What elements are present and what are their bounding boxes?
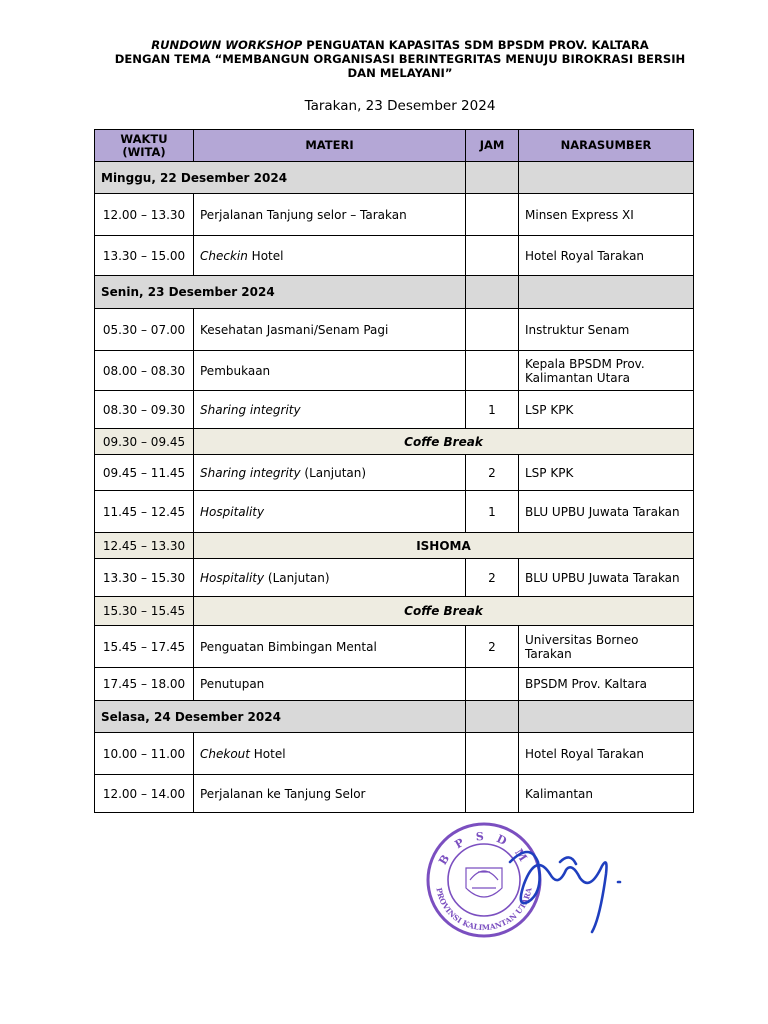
title-line-1: [80, 38, 720, 52]
title-rest: PENGUATAN KAPASITAS SDM BPSDM PROV. KALTARA: [302, 38, 649, 52]
narasumber-text: BLU UPBU Juwata Tarakan: [525, 570, 680, 585]
theme-line-1: DENGAN TEMA “MEMBANGUN ORGANISASI BERINTEGRITAS MENUJU BIROKRASI BERSIH: [114, 52, 686, 66]
table-row: [95, 455, 694, 491]
materi-italic: Hospitality: [200, 570, 265, 585]
waktu-cell: 09.45 – 11.45: [95, 455, 194, 491]
jam-cell: [466, 309, 519, 351]
official-stamp-and-signature: [420, 822, 660, 942]
table-row: [95, 775, 694, 813]
day-row: [95, 162, 694, 194]
waktu-cell: 13.30 – 15.30: [95, 559, 194, 597]
break-row: [95, 429, 694, 455]
jam-cell: 1: [466, 491, 519, 533]
materi-text: Penutupan: [200, 677, 265, 691]
waktu-cell: 08.30 – 09.30: [95, 391, 194, 429]
table-row: [95, 351, 694, 391]
break-label: ISHOMA: [194, 533, 694, 559]
table-row: [95, 733, 694, 775]
materi-cell: [194, 626, 466, 668]
jam-cell: 1: [466, 391, 519, 429]
jam-cell: [466, 775, 519, 813]
materi-cell: [194, 309, 466, 351]
jam-cell: 2: [466, 455, 519, 491]
stamp-top-text: B P S D M: [436, 829, 532, 868]
waktu-cell: 15.45 – 17.45: [95, 626, 194, 668]
materi-cell: [194, 775, 466, 813]
waktu-cell: 10.00 – 11.00: [95, 733, 194, 775]
day-row: [95, 701, 694, 733]
materi-cell: [194, 491, 466, 533]
narasumber-cell: [519, 626, 694, 668]
jam-cell: [466, 668, 519, 701]
materi-cell: [194, 455, 466, 491]
materi-text: Pembukaan: [200, 363, 271, 378]
table-row: [95, 626, 694, 668]
narasumber-cell: [519, 455, 694, 491]
stamp-bottom-text: PROVINSI KALIMANTAN UTARA: [434, 886, 534, 933]
materi-cell: [194, 391, 466, 429]
day-jam-cell: [466, 162, 519, 194]
materi-text: Perjalanan Tanjung selor – Tarakan: [200, 207, 407, 222]
jam-cell: 2: [466, 626, 519, 668]
waktu-cell: 12.00 – 13.30: [95, 194, 194, 236]
materi-italic: Sharing integrity: [200, 402, 301, 417]
narasumber-cell: [519, 668, 694, 701]
table-row: [95, 391, 694, 429]
day-row: [95, 276, 694, 309]
materi-cell: [194, 733, 466, 775]
day-label: Minggu, 22 Desember 2024: [95, 162, 466, 194]
jam-cell: [466, 733, 519, 775]
materi-cell: [194, 236, 466, 276]
rundown-table: [94, 129, 694, 813]
narasumber-line: Kalimantan Utara: [525, 370, 630, 385]
narasumber-text: LSP KPK: [525, 402, 574, 417]
materi-cell: [194, 559, 466, 597]
narasumber-cell: [519, 733, 694, 775]
waktu-cell: 13.30 – 15.00: [95, 236, 194, 276]
waktu-cell: 08.00 – 08.30: [95, 351, 194, 391]
day-jam-cell: [466, 276, 519, 309]
header-narasumber: NARASUMBER: [519, 130, 694, 162]
materi-text: Perjalanan ke Tanjung Selor: [200, 786, 366, 801]
break-row: [95, 597, 694, 626]
table-row: [95, 559, 694, 597]
table-row: [95, 194, 694, 236]
theme-line-2: DAN MELAYANI”: [347, 66, 453, 80]
table-row: [95, 309, 694, 351]
materi-italic: Chekout: [200, 746, 250, 761]
narasumber-text: LSP KPK: [525, 465, 574, 480]
break-label: Coffe Break: [194, 429, 694, 455]
waktu-cell: 12.00 – 14.00: [95, 775, 194, 813]
jam-cell: 2: [466, 559, 519, 597]
materi-text: Kesehatan Jasmani/Senam Pagi: [200, 322, 389, 337]
materi-text: Hotel: [247, 248, 284, 263]
day-label: Selasa, 24 Desember 2024: [95, 701, 466, 733]
jam-cell: [466, 194, 519, 236]
header-waktu: WAKTU (WITA): [95, 130, 194, 162]
day-narasumber-cell: [519, 276, 694, 309]
header-materi: MATERI: [194, 130, 466, 162]
stamp-seal: [428, 824, 540, 936]
narasumber-cell: [519, 775, 694, 813]
break-label: Coffe Break: [194, 597, 694, 626]
waktu-cell: 09.30 – 09.45: [95, 429, 194, 455]
jam-cell: [466, 236, 519, 276]
narasumber-text: Universitas Borneo Tarakan: [525, 632, 639, 661]
narasumber-text: Hotel Royal Tarakan: [525, 248, 645, 263]
narasumber-cell: [519, 236, 694, 276]
waktu-cell: 11.45 – 12.45: [95, 491, 194, 533]
waktu-cell: 12.45 – 13.30: [95, 533, 194, 559]
materi-cell: [194, 194, 466, 236]
materi-italic: Checkin: [200, 248, 248, 263]
title-italic-part: RUNDOWN WORKSHOP: [151, 38, 303, 52]
narasumber-cell: [519, 559, 694, 597]
narasumber-cell: [519, 194, 694, 236]
narasumber-cell: [519, 351, 694, 391]
materi-text: (Lanjutan): [264, 570, 330, 585]
materi-text: Hotel: [249, 746, 286, 761]
table-header-row: [95, 130, 694, 162]
narasumber-text: BPSDM Prov. Kaltara: [525, 677, 648, 691]
materi-cell: [194, 668, 466, 701]
jam-cell: [466, 351, 519, 391]
materi-cell: [194, 351, 466, 391]
waktu-cell: 15.30 – 15.45: [95, 597, 194, 626]
day-jam-cell: [466, 701, 519, 733]
narasumber-text: Minsen Express XI: [525, 207, 634, 222]
day-narasumber-cell: [519, 701, 694, 733]
day-label: Senin, 23 Desember 2024: [95, 276, 466, 309]
document-title: [80, 38, 720, 80]
table-row: [95, 668, 694, 701]
narasumber-text: Instruktur Senam: [525, 322, 630, 337]
narasumber-cell: [519, 491, 694, 533]
header-jam: JAM: [466, 130, 519, 162]
table-row: [95, 236, 694, 276]
waktu-cell: 05.30 – 07.00: [95, 309, 194, 351]
narasumber-text: Hotel Royal Tarakan: [525, 746, 645, 761]
materi-italic: Sharing integrity: [200, 465, 301, 480]
narasumber-text: Kalimantan: [525, 786, 593, 801]
table-row: [95, 491, 694, 533]
break-row: [95, 533, 694, 559]
materi-text: (Lanjutan): [300, 465, 367, 480]
narasumber-text: BLU UPBU Juwata Tarakan: [525, 504, 680, 519]
materi-italic: Hospitality: [200, 504, 265, 519]
place-date: Tarakan, 23 Desember 2024: [304, 98, 496, 114]
narasumber-cell: [519, 391, 694, 429]
narasumber-line: Kepala BPSDM Prov.: [525, 356, 645, 371]
day-narasumber-cell: [519, 162, 694, 194]
waktu-cell: 17.45 – 18.00: [95, 668, 194, 701]
narasumber-cell: [519, 309, 694, 351]
materi-text: Penguatan Bimbingan Mental: [200, 639, 377, 654]
